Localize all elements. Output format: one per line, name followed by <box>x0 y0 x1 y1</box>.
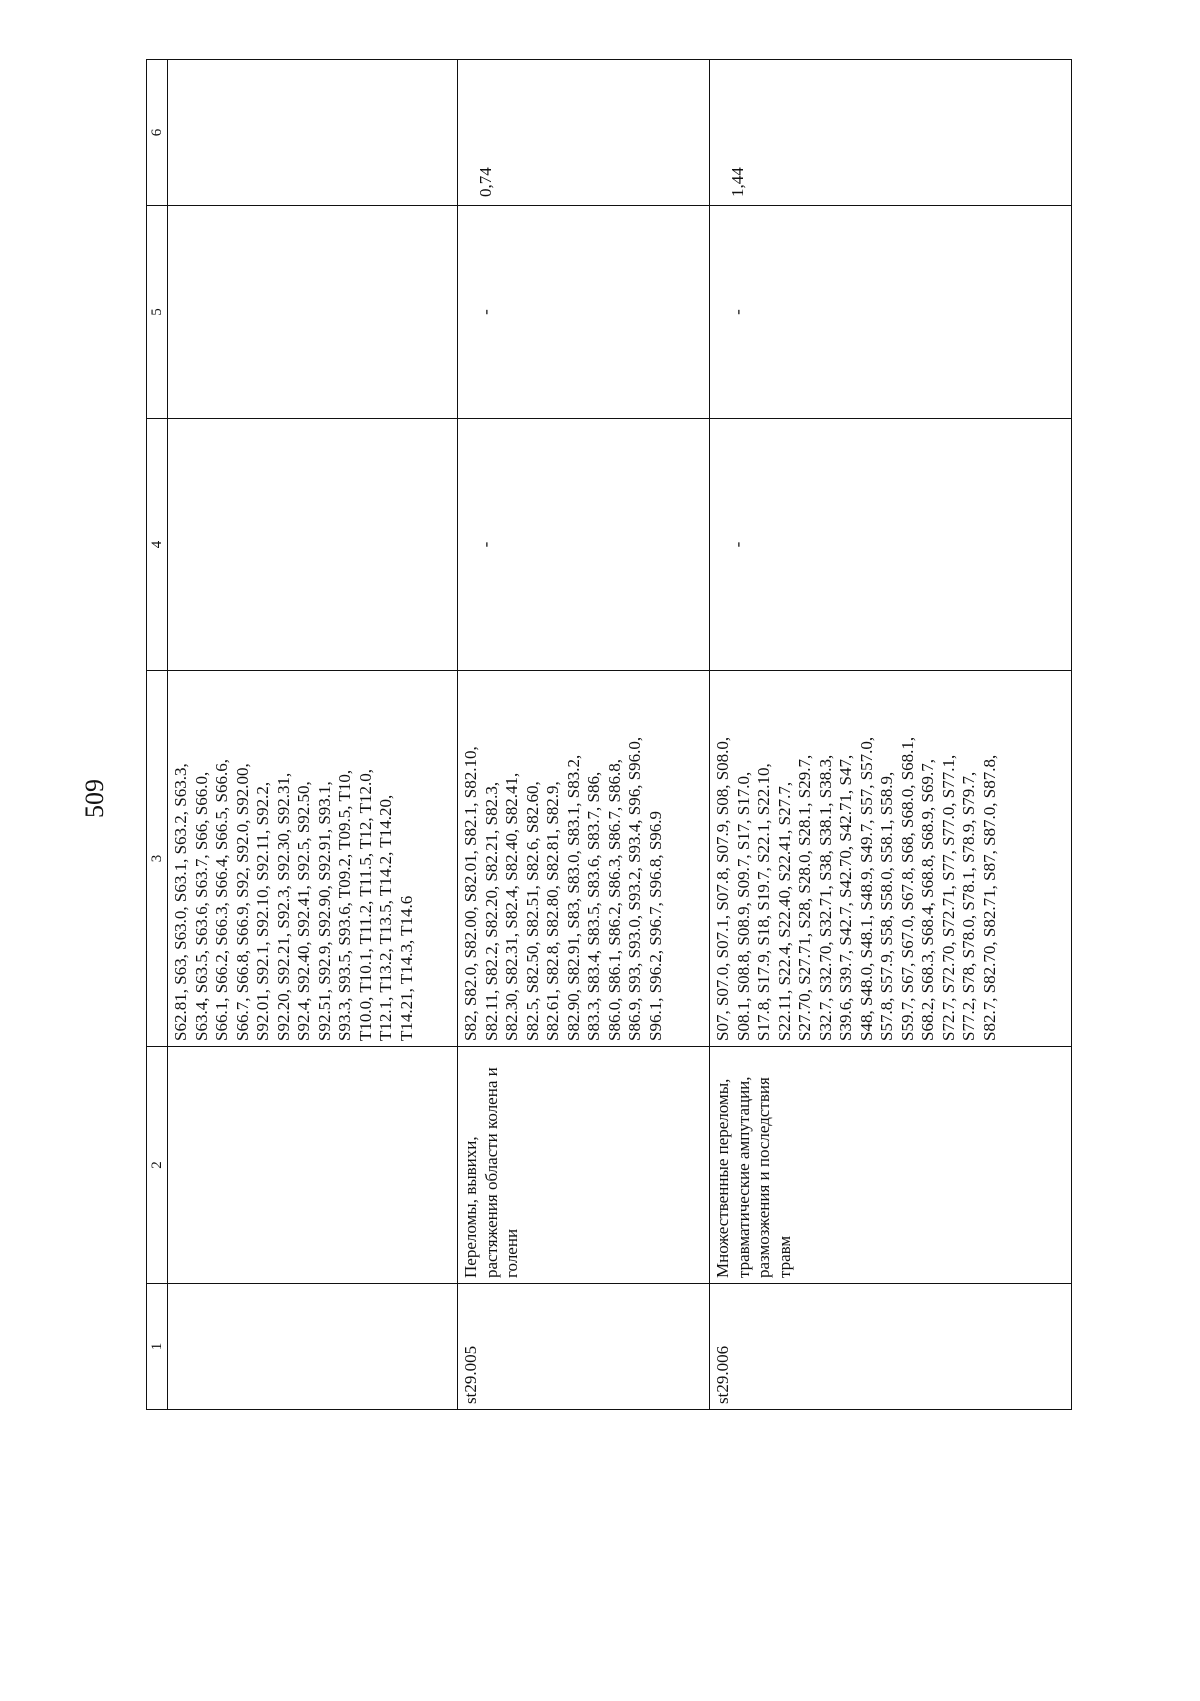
group-code-cell: st29.006 <box>710 1284 1072 1410</box>
icd-codes-line: S83.3, S83.4, S83.5, S83.6, S83.7, S86, <box>584 771 603 1041</box>
icd-codes-line: S86.0, S86.1, S86.2, S86.3, S86.7, S86.8, <box>604 759 624 1041</box>
icd-codes-line: S07, S07.0, S07.1, S07.8, S07.9, S08, S08.0, <box>713 736 732 1041</box>
icd-codes-line: S63.4, S63.5, S63.6, S63.7, S66, S66.0, <box>191 771 211 1041</box>
table-row <box>168 60 458 1410</box>
group-name-cell: Множественные переломы, травматические ампутации, размозжения и последствия травм <box>710 1047 1072 1284</box>
table-row <box>710 60 1072 1410</box>
column-number: 3 <box>147 671 168 1047</box>
icd-codes-line: S59.7, S67, S67.0, S67.8, S68, S68.0, S68.1, <box>897 736 917 1041</box>
group-name-cell <box>168 1047 458 1284</box>
icd-codes-line: S57.8, S57.9, S58, S58.0, S58.1, S58.9, <box>877 771 896 1041</box>
coefficient-cell: 1,44 <box>710 60 1072 206</box>
icd-codes-line: S27.70, S27.71, S28, S28.0, S28.1, S29.7, <box>795 754 814 1041</box>
column-number: 6 <box>147 60 168 206</box>
column-4-cell: - <box>710 419 1072 671</box>
icd-codes-line: S22.11, S22.4, S22.40, S22.41, S27.7, <box>774 781 794 1041</box>
icd-codes-line: S92.01, S92.1, S92.10, S92.11, S92.2, <box>253 781 272 1041</box>
icd-codes-line: S96.1, S96.2, S96.7, S96.8, S96.9 <box>645 810 665 1041</box>
column-5-cell: - <box>458 206 710 419</box>
column-4-cell: - <box>458 419 710 671</box>
column-4-cell <box>168 419 458 671</box>
icd-codes-line: S82.5, S82.50, S82.51, S82.6, S82.60, <box>522 781 542 1041</box>
column-number: 5 <box>147 206 168 419</box>
icd-codes-line: S82.11, S82.2, S82.20, S82.21, S82.3, <box>481 781 501 1041</box>
icd-codes-line: S48, S48.0, S48.1, S48.9, S49.7, S57, S57.0, <box>856 736 876 1041</box>
icd-codes-cell <box>710 671 1072 1047</box>
icd-codes-line: S77.2, S78, S78.0, S78.1, S78.9, S79.7, <box>959 771 978 1041</box>
icd-codes-line: S32.7, S32.70, S32.71, S38, S38.1, S38.3, <box>815 754 835 1041</box>
icd-codes-cell <box>458 671 710 1047</box>
coefficient-cell <box>168 60 458 206</box>
icd-codes-line: S66.1, S66.2, S66.3, S66.4, S66.5, S66.6, <box>212 759 231 1041</box>
icd-codes-line: T14.21, T14.3, T14.6 <box>396 895 416 1041</box>
column-number-row <box>147 60 168 1410</box>
icd-codes-line: S92.20, S92.21, S92.3, S92.30, S92.31, <box>273 772 293 1041</box>
column-number: 2 <box>147 1047 168 1284</box>
icd-codes-line: S92.51, S92.9, S92.90, S92.91, S93.1, <box>314 781 334 1041</box>
icd-codes-line: S68.2, S68.3, S68.4, S68.8, S68.9, S69.7, <box>918 759 937 1041</box>
group-code-cell <box>168 1284 458 1410</box>
icd-codes-line: S39.6, S39.7, S42.7, S42.70, S42.71, S47, <box>836 754 855 1041</box>
icd-codes-line: S66.7, S66.8, S66.9, S92, S92.0, S92.00, <box>232 763 252 1041</box>
column-5-cell: - <box>710 206 1072 419</box>
coefficient-cell: 0,74 <box>458 60 710 206</box>
icd-codes-line: S92.4, S92.40, S92.41, S92.5, S92.50, <box>294 781 313 1041</box>
column-number: 4 <box>147 419 168 671</box>
table-row <box>458 60 710 1410</box>
icd-codes-cell <box>168 671 458 1047</box>
icd-codes-line: T10.0, T10.1, T11.2, T11.5, T12, T12.0, <box>355 768 375 1041</box>
icd-codes-line: S82.7, S82.70, S82.71, S87, S87.0, S87.8, <box>979 754 999 1041</box>
tariff-table <box>146 60 1070 1410</box>
group-code-cell: st29.005 <box>458 1284 710 1410</box>
icd-codes-line: S86.9, S93, S93.0, S93.2, S93.4, S96, S96.0, <box>625 736 644 1041</box>
icd-codes-line: S82.30, S82.31, S82.4, S82.40, S82.41, <box>502 772 521 1041</box>
icd-codes-line: S62.81, S63, S63.0, S63.1, S63.2, S63.3, <box>171 763 190 1041</box>
icd-codes-line: S82, S82.0, S82.00, S82.01, S82.1, S82.10, <box>461 746 480 1041</box>
column-5-cell <box>168 206 458 419</box>
icd-codes-line: S72.7, S72.70, S72.71, S77, S77.0, S77.1, <box>938 754 958 1041</box>
column-number: 1 <box>147 1284 168 1410</box>
page-number: 509 <box>80 779 109 818</box>
icd-codes-line: S17.8, S17.9, S18, S19.7, S22.1, S22.10, <box>754 763 773 1041</box>
icd-codes-line: S08.1, S08.8, S08.9, S09.7, S17, S17.0, <box>733 771 753 1041</box>
group-name-cell: Переломы, вывихи, растяжения области колена и голени <box>458 1047 710 1284</box>
icd-codes-line: T12.1, T13.2, T13.5, T14.2, T14.20, <box>376 794 395 1041</box>
icd-codes-line: S82.90, S82.91, S83, S83.0, S83.1, S83.2, <box>563 754 583 1041</box>
icd-codes-line: S82.61, S82.8, S82.80, S82.81, S82.9, <box>543 781 562 1041</box>
icd-codes-line: S93.3, S93.5, S93.6, T09.2, T09.5, T10, <box>335 769 354 1041</box>
